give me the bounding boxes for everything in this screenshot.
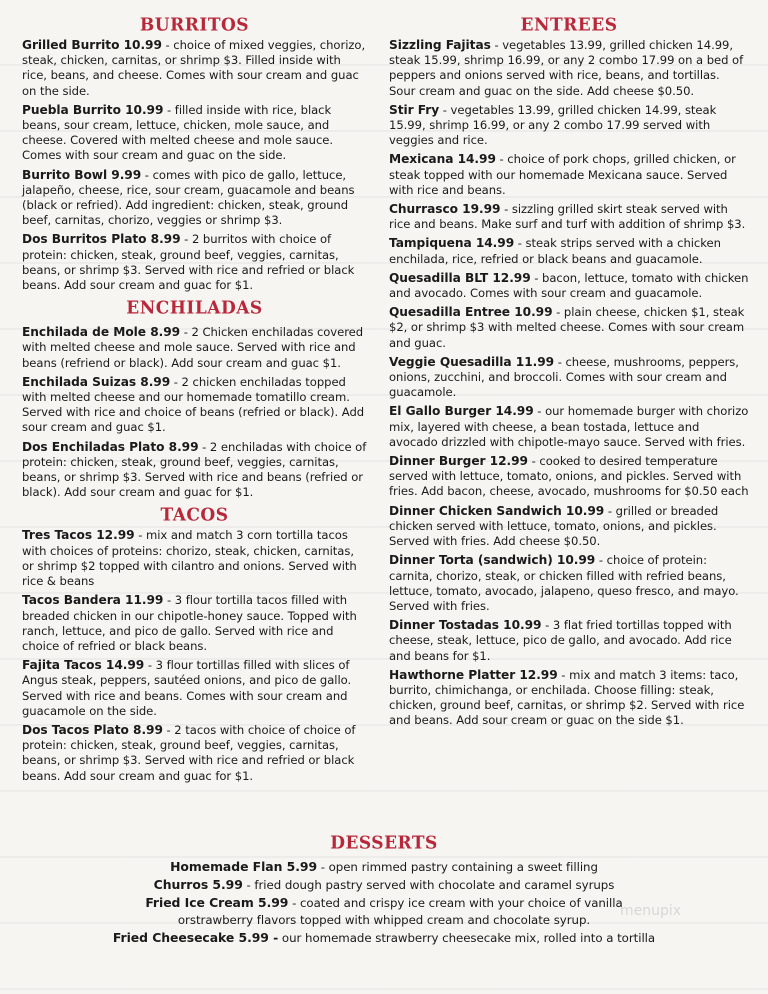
item-name: Stir Fry [389,102,440,117]
item-desc: - vegetables 13.99, grilled chicken 14.99, steak 15.99, shrimp 16.99, or any 2 combo 17.99 on a bed of peppers and onions served with rice, beans, and tortillas. Sour cream and guac on the side. Add cheese $0.50. [389,38,744,98]
menu-item [22,325,367,371]
item-desc: - 2 enchiladas with choice of protein: chicken, steak, ground beef, veggies, carnitas, beans, or shrimp $3. Served with rice and beans (refried or black). Add sour cream and guac for $1. [22,439,367,500]
item-name: Enchilada Suizas 8.99 [22,374,171,389]
item-name: Dinner Torta (sandwich) 10.99 [389,553,596,568]
entrees-section [389,14,749,729]
item-name: Dinner Burger 12.99 [389,454,528,469]
menu-item [22,38,367,99]
item-desc: - cheese, mushrooms, peppers, onions, zucchini, and broccoli. Comes with sour cream and guacamole. [389,354,739,400]
watermark: menupix [620,903,682,919]
menu-item [0,858,768,876]
entrees-heading: ENTREES [520,14,618,36]
item-name: Tampiquena 14.99 [389,236,515,251]
menu-item [389,454,749,500]
item-desc: - 2 Chicken enchiladas covered with melted cheese and mole sauce. Served with rice and beans (refriend or black). Add sour cream and guac $1. [22,325,364,370]
item-desc: - choice of mixed veggies, chorizo, steak, chicken, carnitas, or shrimp $3. Filled inside with rice, beans, and cheese. Comes with sour cream and guac on the side. [22,38,366,98]
item-name: Quesadilla Entree 10.99 [389,305,553,320]
item-desc: - 3 flat fried tortillas topped with cheese, steak, lettuce, pico de gallo, and avocado. Add rice and beans for $1. [389,618,732,663]
item-desc: - grilled or breaded chicken served with lettuce, tomato, onions, and pickles. Served with fries. Add cheese $0.50. [389,503,719,549]
menu-item [22,528,367,589]
item-name: Grilled Burrito 10.99 [22,38,162,52]
item-name: Fried Ice Cream 5.99 [145,895,289,910]
menu-item [389,152,749,198]
menu-item [22,168,367,229]
item-desc: - 3 flour tortilla tacos filled with breaded chicken in our chipotle-honey sauce. Topped with ranch, lettuce, and pico de gallo. Served with rice and choice of refried or black beans. [22,593,357,653]
menu-item [22,375,367,436]
menu-item [389,668,749,729]
burritos-section [22,14,367,293]
item-name: El Gallo Burger 14.99 [389,404,534,419]
item-name: Quesadilla BLT 12.99 [389,270,531,285]
item-desc: - sizzling grilled skirt steak served with rice and beans. Make surf and turf with addition of shrimp $3. [389,202,746,232]
item-desc: - 2 chicken enchiladas topped with melted cheese and our homemade tomatillo cream. Served with rice and choice of beans (refried or black). Add sour cream and guac $1. [22,374,365,435]
item-name: Fajita Tacos 14.99 [22,658,145,673]
menu-item [22,440,367,501]
burritos-heading: BURRITOS [139,14,250,36]
left-column [22,14,367,788]
item-desc: - mix and match 3 corn tortilla tacos with choices of proteins: chorizo, steak, chicken, carnitas, or shrimp $2 topped with cilantro and onions. Served with rice & beans [22,528,357,589]
menu-item [389,103,749,149]
desserts-section [0,832,768,947]
item-desc: - our homemade burger with chorizo mix, layered with cheese, a bean tostada, lettuce and avocado drizzled with chipotle-mayo sauce. Served with fries. [389,404,749,449]
item-name: Dinner Tostadas 10.99 [389,618,542,633]
menu-item [389,202,749,232]
menu-item [389,38,749,99]
tacos-section [22,504,367,783]
enchiladas-heading: ENCHILADAS [126,297,263,319]
item-desc: - fried dough pastry served with chocolate and caramel syrups [242,878,615,892]
menu-item [389,618,749,664]
menu-item [389,271,749,301]
menu-item [389,553,749,614]
item-name: Dos Enchiladas Plato 8.99 [22,439,199,454]
item-name: Veggie Quesadilla 11.99 [389,354,555,369]
item-desc: - vegetables 13.99, grilled chicken 14.99, steak 15.99, shrimp 16.99, or any 2 combo 17.99 served with veggies and rice. [389,102,717,148]
tacos-heading: TACOS [160,504,229,526]
item-name: Churros 5.99 [153,877,243,892]
item-desc: - 2 burritos with choice of protein: chicken, steak, ground beef, veggies, carnitas, beans, or shrimp $3. Served with rice and refried or black beans. Add sour cream and guac for $1. [22,232,355,293]
item-desc: - mix and match 3 items: taco, burrito, chimichanga, or enchilada. Choose filling: steak, chicken, ground beef, carnitas, or shrimp $2. Served with rice and beans. Add sour cream or guac on the side $1. [389,667,745,728]
menu-item [22,232,367,293]
menu-item [0,876,768,894]
item-desc: - steak strips served with a chicken enchilada, rice, refried or black beans and guacamole. [389,236,721,266]
item-desc: - plain cheese, chicken $1, steak $2, or shrimp $3 with melted cheese. Comes with sour cream and guac. [389,305,745,350]
item-desc: - 3 flour tortillas filled with slices of Angus steak, peppers, sautéed onions, and pico de gallo. Served with rice and beans. Comes with sour cream and guacamole on the side. [22,658,352,718]
item-desc: our homemade strawberry cheesecake mix, rolled into a tortilla [278,931,656,945]
item-desc: - choice of protein: carnita, chorizo, steak, or chicken filled with refried beans, lettuce, tomato, avocado, jalapeno, queso fresco, and mayo. Served with fries. [389,553,739,613]
menu-item [134,894,634,929]
item-name: Enchilada de Mole 8.99 [22,325,181,340]
enchiladas-section [22,297,367,500]
item-name: Dos Burritos Plato 8.99 [22,232,181,247]
item-desc: - filled inside with rice, black beans, sour cream, lettuce, chicken, mole sauce, and cheese. Covered with melted cheese and mole sauce. Comes with sour cream and guac on the side. [22,102,334,163]
item-name: Burrito Bowl 9.99 [22,167,142,182]
item-name: Hawthorne Platter 12.99 [389,667,558,682]
menu-item [389,305,749,351]
item-desc: - 2 tacos with choice of choice of protein: chicken, steak, ground beef, veggies, carnitas, beans, or shrimp $3. Served with rice and refried or black beans. Add sour cream and guac for $1. [22,722,356,783]
item-name: Mexicana 14.99 [389,152,496,167]
item-desc: - choice of pork chops, grilled chicken, or steak topped with our homemade Mexicana sauce. Served with rice and beans. [389,152,736,197]
menu-item [389,236,749,266]
item-desc: - comes with pico de gallo, lettuce, jalapeño, cheese, rice, sour cream, guacamole and beans (black or refried). Add ingredient: chicken, steak, ground beef, carnitas, chorizo, veggies or shrimp $3. [22,167,355,228]
menu-item [389,504,749,550]
item-desc: - open rimmed pastry containing a sweet filling [317,860,598,874]
item-name: Homemade Flan 5.99 [170,859,318,874]
menu-item [22,103,367,164]
menu-item [389,355,749,401]
item-name: Sizzling Fajitas [389,38,491,52]
item-name: Puebla Burrito 10.99 [22,102,164,117]
menu-item [0,929,768,947]
item-desc: - coated and crispy ice cream with your choice of vanilla orstrawberry flavors topped with whipped cream and chocolate syrup. [177,896,623,927]
item-name: Dos Tacos Plato 8.99 [22,722,163,737]
item-name: Tres Tacos 12.99 [22,528,135,543]
menu-item [22,723,367,784]
item-name: Fried Cheesecake 5.99 - [112,930,279,945]
item-desc: - bacon, lettuce, tomato with chicken and avocado. Comes with sour cream and guacamole. [389,270,749,301]
item-name: Tacos Bandera 11.99 [22,593,164,608]
item-name: Churrasco 19.99 [389,202,501,217]
right-column [389,14,749,733]
item-desc: - cooked to desired temperature served with lettuce, tomato, onions, and pickles. Served with fries. Add bacon, cheese, avocado, mushrooms for $0.50 each [389,454,749,499]
menu-item [22,593,367,654]
item-name: Dinner Chicken Sandwich 10.99 [389,503,605,518]
menu-item [389,404,749,450]
desserts-heading: DESSERTS [330,832,438,854]
menu-item [22,658,367,719]
